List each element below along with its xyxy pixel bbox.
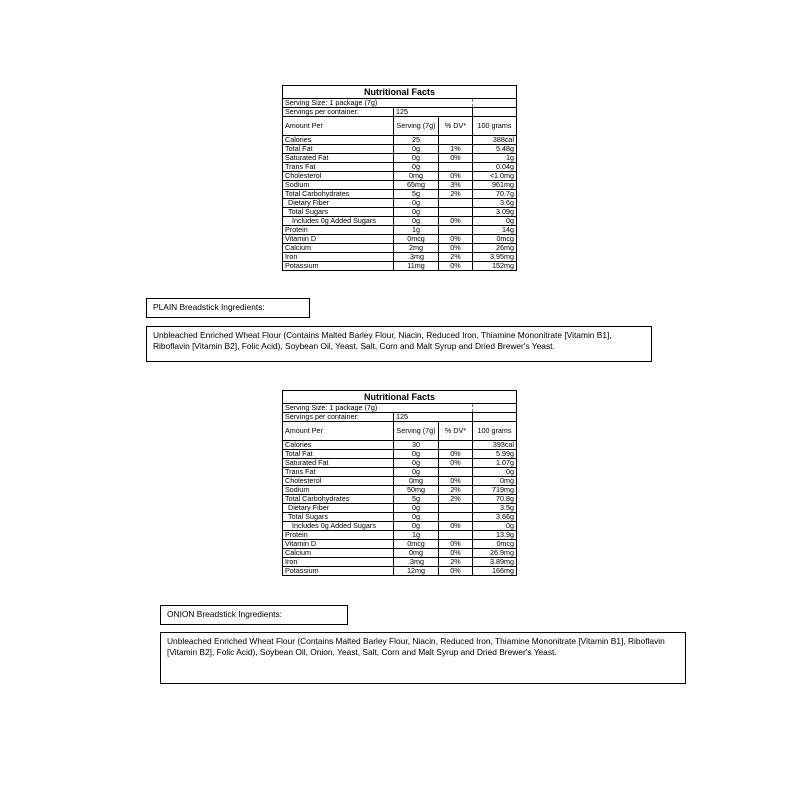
nutrient-serving: 5g	[394, 495, 439, 504]
table-title: Nutritional Facts	[283, 391, 517, 404]
nutrient-serving: 0g	[394, 199, 439, 208]
table-row	[283, 163, 517, 172]
nutrient-serving: 0mg	[394, 172, 439, 181]
nutrient-dv	[439, 441, 473, 450]
table-row	[283, 531, 517, 540]
nutrient-name: Includes 0g Added Sugars	[283, 522, 394, 531]
header-dv: % DV*	[439, 117, 473, 136]
servings-per-container-label: Servings per container:	[283, 413, 394, 422]
nutrient-name: Saturated Fat	[283, 154, 394, 163]
nutrient-per100: 70.7g	[473, 190, 517, 199]
table-row	[283, 549, 517, 558]
nutrient-dv: 2%	[439, 253, 473, 262]
table-row	[283, 540, 517, 549]
nutrition-table-onion	[282, 390, 517, 576]
nutrient-name: Includes 0g Added Sugars	[283, 217, 394, 226]
nutrient-dv: 2%	[439, 190, 473, 199]
nutrient-serving: 0mcg	[394, 235, 439, 244]
nutrient-per100: 1.07g	[473, 459, 517, 468]
nutrient-per100: 0mcg	[473, 235, 517, 244]
servings-per-container-label: Servings per container:	[283, 108, 394, 117]
nutrient-dv	[439, 468, 473, 477]
nutrition-table-plain	[282, 85, 517, 271]
nutrient-per100: 13.9g	[473, 531, 517, 540]
nutrient-name: Total Sugars	[283, 513, 394, 522]
nutrient-per100: 166mg	[473, 567, 517, 576]
nutrient-per100: 3.95mg	[473, 253, 517, 262]
table-row	[283, 486, 517, 495]
nutrient-dv	[439, 504, 473, 513]
nutrient-serving: 65mg	[394, 181, 439, 190]
nutrient-per100: 3.5g	[473, 504, 517, 513]
nutrient-name: Calories	[283, 441, 394, 450]
nutrient-serving: 0mcg	[394, 540, 439, 549]
nutrient-serving: 0mg	[394, 477, 439, 486]
table-row	[283, 172, 517, 181]
nutrient-dv	[439, 163, 473, 172]
nutrient-name: Total Fat	[283, 145, 394, 154]
table-row	[283, 477, 517, 486]
nutrient-name: Dietary Fiber	[283, 504, 394, 513]
table-row	[283, 190, 517, 199]
nutrient-per100: 3.6g	[473, 199, 517, 208]
nutrient-dv: 0%	[439, 172, 473, 181]
nutrient-name: Potassium	[283, 262, 394, 271]
nutrient-name: Protein	[283, 531, 394, 540]
table-row	[283, 136, 517, 145]
nutrient-serving: 11mg	[394, 262, 439, 271]
nutrient-dv	[439, 531, 473, 540]
table-title: Nutritional Facts	[283, 86, 517, 99]
nutrient-per100: 3.66g	[473, 513, 517, 522]
nutrient-name: Potassium	[283, 567, 394, 576]
serving-size: Serving Size: 1 package (7g)	[283, 99, 473, 108]
nutrient-dv: 0%	[439, 522, 473, 531]
nutrient-dv: 0%	[439, 477, 473, 486]
nutrient-dv: 0%	[439, 217, 473, 226]
table-row	[283, 226, 517, 235]
nutrient-dv	[439, 208, 473, 217]
nutrient-per100: 5.99g	[473, 450, 517, 459]
nutrient-per100: 5.48g	[473, 145, 517, 154]
table-row	[283, 513, 517, 522]
nutrient-name: Trans Fat	[283, 163, 394, 172]
nutrient-dv: 0%	[439, 244, 473, 253]
table-row	[283, 567, 517, 576]
nutrient-serving: 0g	[394, 208, 439, 217]
nutrient-per100: 70.8g	[473, 495, 517, 504]
nutrient-per100: 388cal	[473, 136, 517, 145]
nutrient-serving: 0g	[394, 468, 439, 477]
nutrient-dv	[439, 136, 473, 145]
table-row	[283, 208, 517, 217]
nutrient-dv: 0%	[439, 154, 473, 163]
servings-per-container-value: 125	[394, 413, 439, 422]
nutrient-serving: 30	[394, 441, 439, 450]
nutrient-serving: 1g	[394, 226, 439, 235]
nutrient-per100: 0g	[473, 217, 517, 226]
nutrient-serving: 25	[394, 136, 439, 145]
table-row	[283, 253, 517, 262]
nutrient-per100: 0mg	[473, 477, 517, 486]
nutrient-name: Cholesterol	[283, 477, 394, 486]
nutrient-dv	[439, 226, 473, 235]
nutrient-serving: 2mg	[394, 244, 439, 253]
nutrient-serving: .3mg	[394, 558, 439, 567]
nutrient-name: Iron	[283, 253, 394, 262]
nutrient-dv: 0%	[439, 540, 473, 549]
nutrient-name: Trans Fat	[283, 468, 394, 477]
nutrient-name: Total Sugars	[283, 208, 394, 217]
ingredients-text-plain: Unbleached Enriched Wheat Flour (Contains Malted Barley Flour, Niacin, Reduced Iron, Thiamine Mononitrate [Vitamin B1], Riboflavin [Vitamin B2], Folic Acid), Soybean Oil, Yeast, Salt, Corn and Malt Syrup and Dried Brewer's Yeast.	[146, 326, 652, 362]
nutrient-dv: 0%	[439, 262, 473, 271]
nutrient-serving: 1g	[394, 531, 439, 540]
nutrient-per100: 1g	[473, 154, 517, 163]
nutrient-serving: 0mg	[394, 549, 439, 558]
table-row	[283, 459, 517, 468]
nutrient-per100: 152mg	[473, 262, 517, 271]
table-row	[283, 468, 517, 477]
nutrient-name: Protein	[283, 226, 394, 235]
nutrient-serving: 0g	[394, 450, 439, 459]
nutrient-rows	[283, 136, 517, 271]
nutrient-serving: 12mg	[394, 567, 439, 576]
nutrient-rows	[283, 441, 517, 576]
header-amount-per: Amount Per	[283, 117, 394, 136]
nutrient-name: Calcium	[283, 549, 394, 558]
table-row	[283, 235, 517, 244]
nutrient-serving: 5g	[394, 190, 439, 199]
nutrient-per100: <1.0mg	[473, 172, 517, 181]
nutrient-name: Calcium	[283, 244, 394, 253]
table-row	[283, 262, 517, 271]
table-row	[283, 558, 517, 567]
nutrient-name: Calories	[283, 136, 394, 145]
nutrient-name: Cholesterol	[283, 172, 394, 181]
nutrient-dv: 2%	[439, 486, 473, 495]
table-row	[283, 145, 517, 154]
nutrient-per100: 3.09g	[473, 208, 517, 217]
nutrient-name: Dietary Fiber	[283, 199, 394, 208]
nutrient-dv: 0%	[439, 235, 473, 244]
table-row	[283, 199, 517, 208]
nutrient-per100: 3.89mg	[473, 558, 517, 567]
nutrient-serving: 0g	[394, 459, 439, 468]
nutrient-serving: 0g	[394, 154, 439, 163]
table-row	[283, 450, 517, 459]
nutrient-serving: 0g	[394, 145, 439, 154]
header-serving: Serving (7g)	[394, 117, 439, 136]
header-per100: 100 grams	[473, 117, 517, 136]
nutrient-per100: 961mg	[473, 181, 517, 190]
nutrient-per100: 0mcg	[473, 540, 517, 549]
table-row	[283, 504, 517, 513]
nutrient-per100: 26.9mg	[473, 549, 517, 558]
nutrient-dv: 2%	[439, 495, 473, 504]
nutrient-per100: 393cal	[473, 441, 517, 450]
table-row	[283, 181, 517, 190]
nutrient-per100: 719mg	[473, 486, 517, 495]
nutrient-serving: 50mg	[394, 486, 439, 495]
nutrient-per100: 0g	[473, 522, 517, 531]
nutrient-serving: 0g	[394, 522, 439, 531]
nutrient-name: Total Fat	[283, 450, 394, 459]
ingredients-label-plain: PLAIN Breadstick Ingredients:	[146, 298, 310, 318]
nutrient-serving: 0g	[394, 513, 439, 522]
nutrient-serving: 0g	[394, 163, 439, 172]
header-serving: Serving (7g)	[394, 422, 439, 441]
table-row	[283, 217, 517, 226]
nutrient-name: Total Carbohydrates	[283, 495, 394, 504]
nutrient-dv	[439, 199, 473, 208]
table-row	[283, 495, 517, 504]
nutrient-name: Sodium	[283, 181, 394, 190]
nutrient-per100: 0.04g	[473, 163, 517, 172]
nutrient-name: Saturated Fat	[283, 459, 394, 468]
ingredients-label-onion: ONION Breadstick Ingredients:	[160, 605, 348, 625]
nutrient-dv: 3%	[439, 181, 473, 190]
nutrient-dv	[439, 513, 473, 522]
header-dv: % DV*	[439, 422, 473, 441]
nutrient-name: Iron	[283, 558, 394, 567]
nutrient-serving: 0g	[394, 504, 439, 513]
table-row	[283, 154, 517, 163]
nutrient-name: Vitamin D	[283, 235, 394, 244]
nutrient-name: Total Carbohydrates	[283, 190, 394, 199]
table-row	[283, 522, 517, 531]
header-amount-per: Amount Per	[283, 422, 394, 441]
header-per100: 100 grams	[473, 422, 517, 441]
table-row	[283, 244, 517, 253]
nutrient-per100: 26mg	[473, 244, 517, 253]
nutrient-per100: 14g	[473, 226, 517, 235]
nutrient-name: Sodium	[283, 486, 394, 495]
serving-size: Serving Size: 1 package (7g)	[283, 404, 473, 413]
nutrient-per100: 0g	[473, 468, 517, 477]
nutrient-dv: 0%	[439, 567, 473, 576]
nutrient-dv: 0%	[439, 450, 473, 459]
table-row	[283, 441, 517, 450]
nutrient-name: Vitamin D	[283, 540, 394, 549]
nutrient-dv: 2%	[439, 558, 473, 567]
servings-per-container-value: 125	[394, 108, 439, 117]
nutrient-serving: 0g	[394, 217, 439, 226]
nutrient-dv: 0%	[439, 549, 473, 558]
nutrient-dv: 1%	[439, 145, 473, 154]
nutrient-dv: 0%	[439, 459, 473, 468]
nutrient-serving: .3mg	[394, 253, 439, 262]
ingredients-text-onion: Unbleached Enriched Wheat Flour (Contains Malted Barley Flour, Niacin, Reduced Iron, Thiamine Mononitrate [Vitamin B1], Riboflavin [Vitamin B2], Folic Acid), Soybean Oil, Onion, Yeast, Salt, Corn and Malt Syrup and Dried Brewer's Yeast.	[160, 632, 686, 684]
